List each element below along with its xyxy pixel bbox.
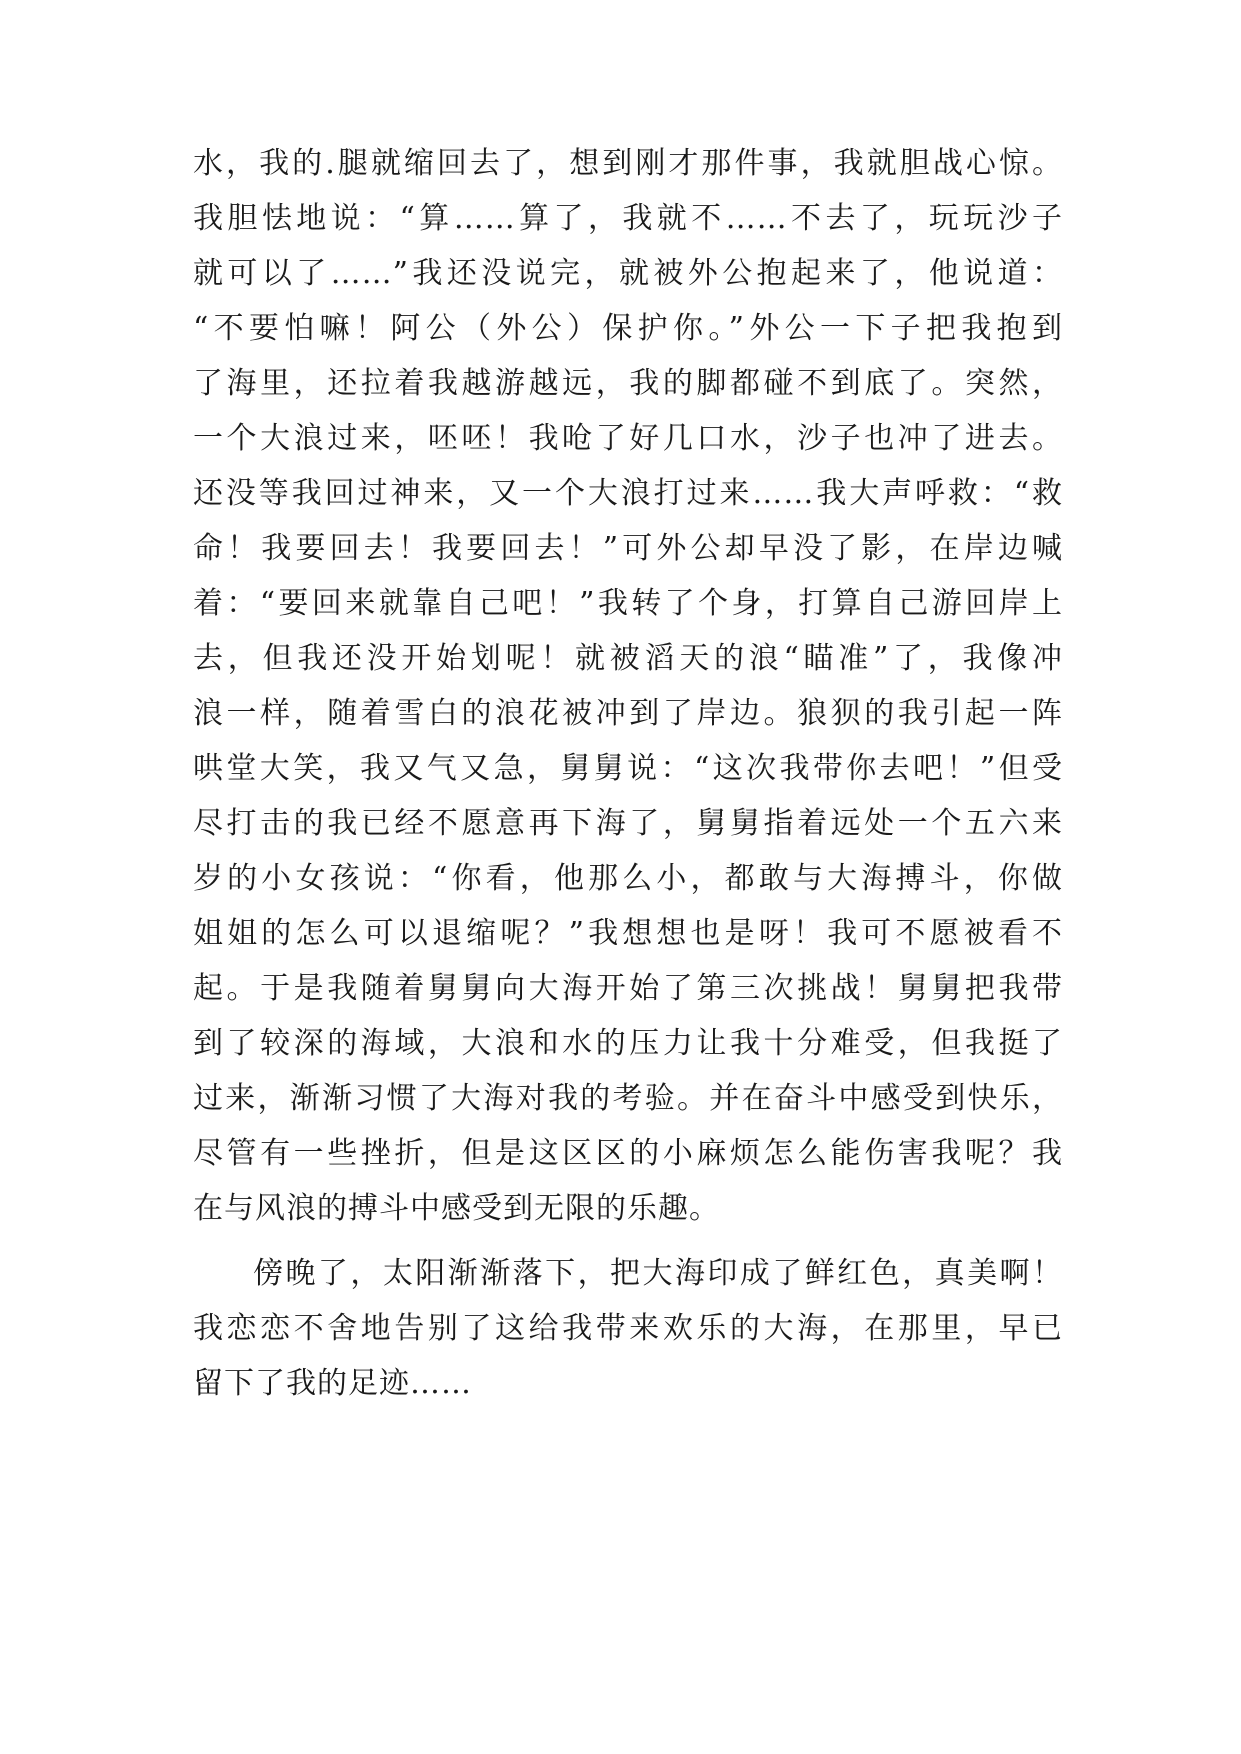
text-line: 一个大浪过来，呸呸！我呛了好几口水，沙子也冲了进去。 <box>193 421 1063 456</box>
text-line: 留下了我的足迹…… <box>193 1366 472 1401</box>
paragraph-first-line: 傍晚了，太阳渐渐落下，把大海印成了鲜红色，真美啊！ <box>253 1256 1063 1291</box>
text-line: 我恋恋不舍地告别了这给我带来欢乐的大海，在那里，早已 <box>193 1311 1063 1346</box>
text-line: 水，我的.腿就缩回去了，想到刚才那件事，我就胆战心惊。 <box>193 146 1063 181</box>
text-line: 了海里，还拉着我越游越远，我的脚都碰不到底了。突然， <box>193 366 1063 401</box>
text-line: 就可以了……”我还没说完，就被外公抱起来了，他说道： <box>193 256 1063 291</box>
text-line: 尽打击的我已经不愿意再下海了，舅舅指着远处一个五六来 <box>193 806 1063 841</box>
text-line: 在与风浪的搏斗中感受到无限的乐趣。 <box>193 1191 720 1226</box>
text-line: 姐姐的怎么可以退缩呢？”我想想也是呀！我可不愿被看不 <box>193 916 1063 951</box>
text-line: 浪一样，随着雪白的浪花被冲到了岸边。狼狈的我引起一阵 <box>193 696 1063 731</box>
text-line: 我胆怯地说：“算……算了，我就不……不去了，玩玩沙子 <box>193 201 1063 236</box>
text-line: “不要怕嘛！阿公（外公）保护你。”外公一下子把我抱到 <box>193 311 1063 346</box>
text-line: 岁的小女孩说：“你看，他那么小，都敢与大海搏斗，你做 <box>193 861 1063 896</box>
text-line: 还没等我回过神来，又一个大浪打过来……我大声呼救：“救 <box>193 476 1063 511</box>
text-line: 尽管有一些挫折，但是这区区的小麻烦怎么能伤害我呢？我 <box>193 1136 1063 1171</box>
text-line: 过来，渐渐习惯了大海对我的考验。并在奋斗中感受到快乐， <box>193 1081 1063 1116</box>
text-line: 到了较深的海域，大浪和水的压力让我十分难受，但我挺了 <box>193 1026 1063 1061</box>
text-line: 着：“要回来就靠自己吧！”我转了个身，打算自己游回岸上 <box>193 586 1063 621</box>
text-line: 去，但我还没开始划呢！就被滔天的浪“瞄准”了，我像冲 <box>193 641 1063 676</box>
text-line: 命！我要回去！我要回去！”可外公却早没了影，在岸边喊 <box>193 531 1063 566</box>
text-line: 哄堂大笑，我又气又急，舅舅说：“这次我带你去吧！”但受 <box>193 751 1063 786</box>
text-line: 起。于是我随着舅舅向大海开始了第三次挑战！舅舅把我带 <box>193 971 1063 1006</box>
